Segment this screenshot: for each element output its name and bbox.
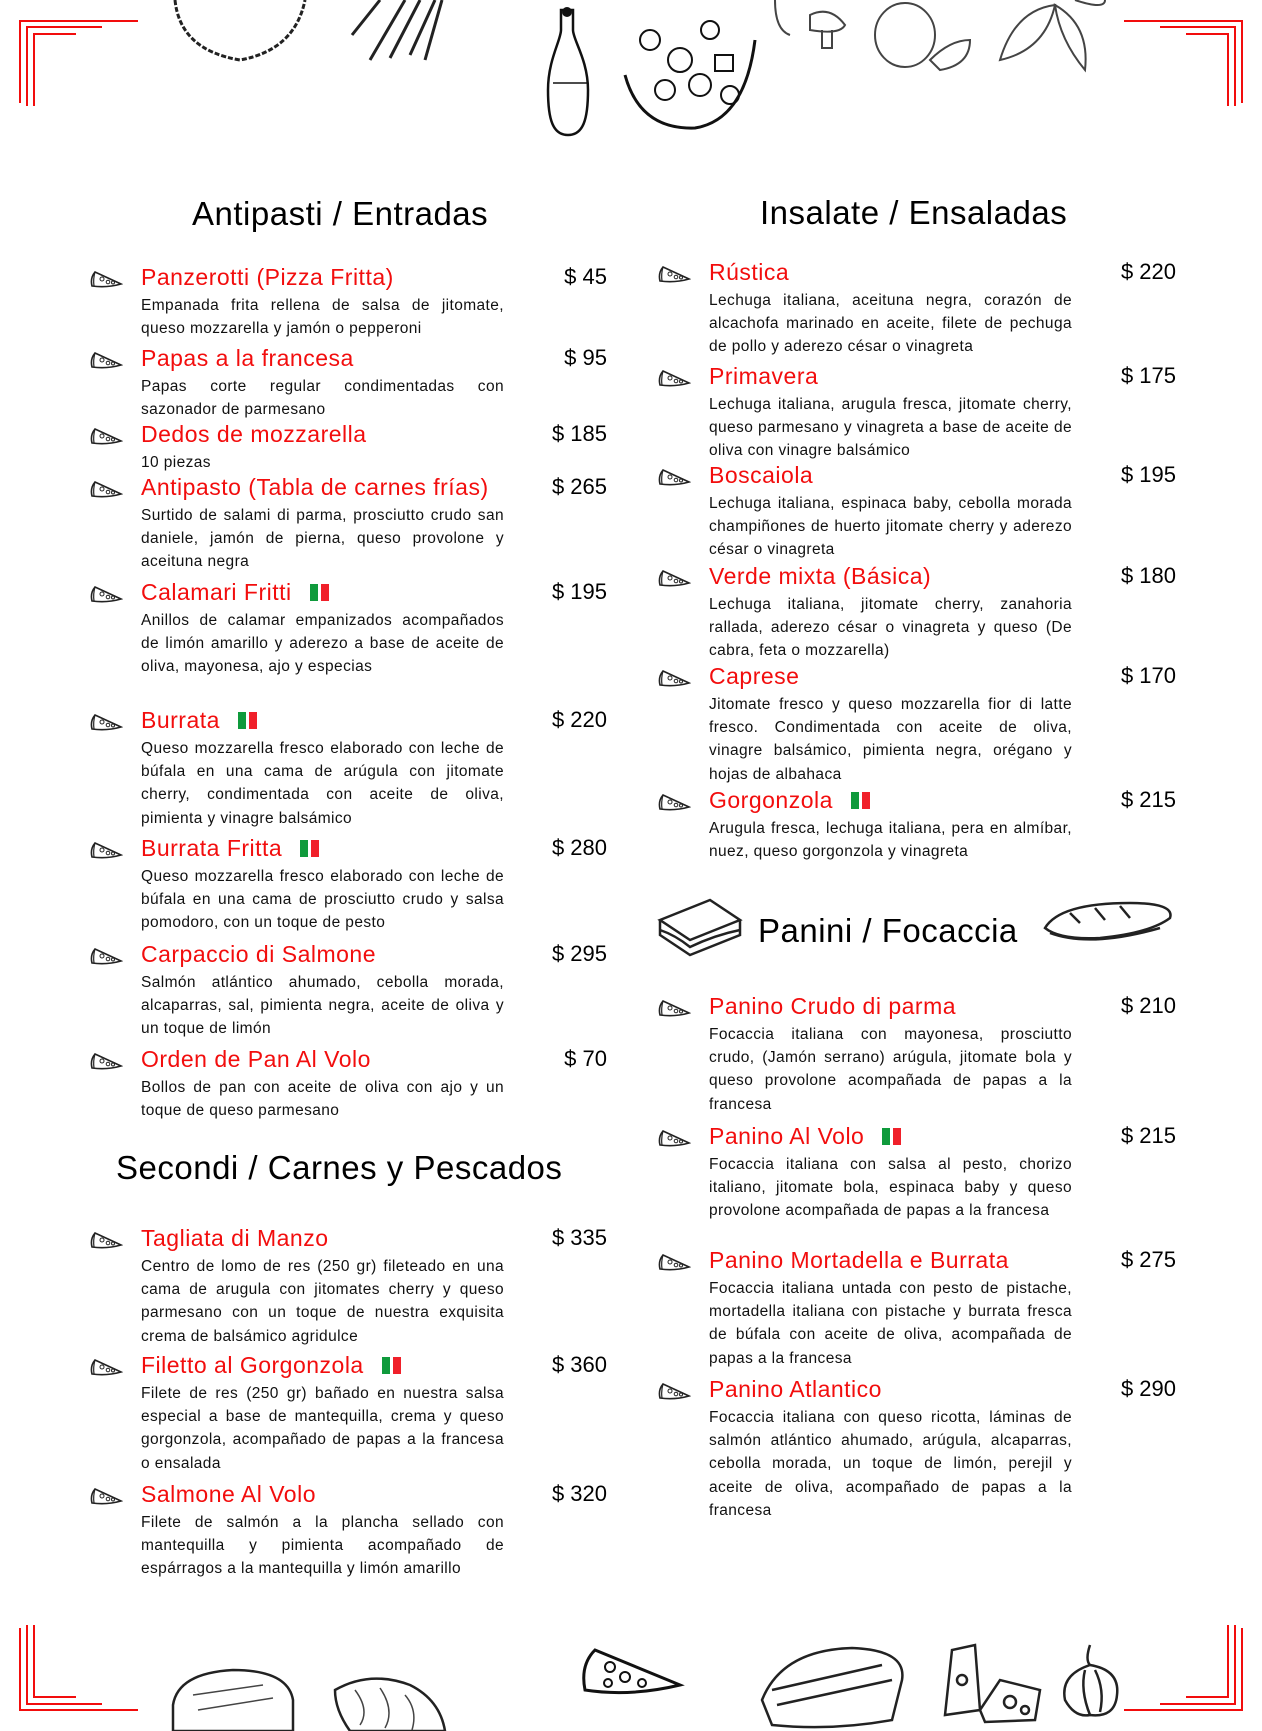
item-name: Tagliata di Manzo bbox=[141, 1225, 329, 1251]
item-price: $ 175 bbox=[1120, 363, 1176, 388]
item-description: Empanada frita rellena de salsa de jitomate, queso mozzarella y jamón o pepperoni bbox=[141, 297, 504, 338]
item-name-wrap bbox=[141, 941, 376, 968]
pizza-slice-icon bbox=[657, 793, 691, 811]
section-heading-panini: Panini / Focaccia bbox=[758, 912, 1018, 949]
item-price: $ 295 bbox=[551, 941, 607, 966]
item-description: Salmón atlántico ahumado, cebolla morada, alcaparras, sal, pimienta negra, aceite de oliva y un toque de limón bbox=[141, 974, 504, 1038]
item-description: Lechuga italiana, jitomate cherry, zanahoria rallada, aderezo césar o vinagreta y queso (De cabra, feta o mozzarella) bbox=[709, 596, 1072, 660]
item-name: Panino Crudo di parma bbox=[709, 993, 957, 1019]
item-price: $ 185 bbox=[551, 421, 607, 446]
salad-bowl-illustration bbox=[620, 0, 760, 135]
item-name-wrap bbox=[709, 787, 873, 815]
panini-illustration bbox=[752, 1640, 917, 1731]
pizza-slice-icon bbox=[89, 480, 123, 498]
item-description: Filete de res (250 gr) bañado en nuestra salsa especial a base de mantequilla, crema y queso gorgonzola, acompañado de papas a la francesa o ensalada bbox=[141, 1385, 504, 1472]
item-description: Bollos de pan con aceite de oliva con ajo y un toque de queso parmesano bbox=[141, 1079, 504, 1120]
empanada-illustration bbox=[170, 0, 315, 65]
pizza-slice-icon bbox=[89, 947, 123, 965]
item-name: Primavera bbox=[709, 363, 819, 389]
item-description: Papas corte regular condimentadas con sazonador de parmesano bbox=[141, 378, 504, 419]
item-name: Papas a la francesa bbox=[141, 345, 354, 371]
item-name: Panzerotti (Pizza Fritta) bbox=[141, 264, 394, 290]
item-name: Rústica bbox=[709, 259, 790, 285]
italian-flag-icon bbox=[882, 1124, 904, 1151]
item-price: $ 70 bbox=[564, 1046, 607, 1071]
item-name: Panino Mortadella e Burrata bbox=[709, 1247, 1009, 1273]
corner-ornament-top-right bbox=[1114, 18, 1244, 108]
item-price: $ 195 bbox=[551, 579, 607, 604]
pizza-slice-icon bbox=[89, 270, 123, 288]
item-name: Panino Atlantico bbox=[709, 1376, 882, 1402]
corner-ornament-top-left bbox=[18, 18, 148, 108]
item-description: Focaccia italiana con salsa al pesto, chorizo italiano, jitomate bola, espinaca baby y queso provolone acompañada de papas a la francesa bbox=[709, 1156, 1072, 1220]
corner-ornament-bottom-left bbox=[18, 1623, 148, 1713]
item-name: Verde mixta (Básica) bbox=[709, 563, 932, 589]
item-name-wrap bbox=[141, 1352, 404, 1380]
item-price: $ 320 bbox=[551, 1481, 607, 1506]
pizza-slice-icon bbox=[657, 468, 691, 486]
italian-flag-icon bbox=[382, 1353, 404, 1380]
tomato-illustration bbox=[870, 0, 980, 75]
olive-oil-bottle-illustration bbox=[533, 5, 603, 140]
item-name: Boscaiola bbox=[709, 462, 814, 488]
item-price: $ 45 bbox=[564, 264, 607, 289]
item-name-wrap bbox=[141, 1225, 329, 1252]
item-price: $ 360 bbox=[551, 1352, 607, 1377]
cheese-illustration bbox=[940, 1640, 1045, 1725]
item-name-wrap bbox=[141, 421, 367, 448]
salmon-fillet-illustration bbox=[330, 1670, 450, 1731]
italian-flag-icon bbox=[310, 580, 332, 607]
item-description: Arugula fresca, lechuga italiana, pera en almíbar, nuez, queso gorgonzola y vinagreta bbox=[709, 820, 1072, 861]
item-name: Caprese bbox=[709, 663, 800, 689]
item-name-wrap bbox=[141, 835, 322, 863]
item-description: Filete de salmón a la plancha sellado con mantequilla y pimienta acompañado de espárragos a la mantequilla y limón amarillo bbox=[141, 1514, 504, 1578]
item-name: Burrata bbox=[141, 707, 220, 733]
item-name: Dedos de mozzarella bbox=[141, 421, 367, 447]
item-price: $ 335 bbox=[551, 1225, 607, 1250]
item-price: $ 290 bbox=[1120, 1376, 1176, 1401]
item-name-wrap bbox=[141, 1046, 371, 1073]
item-name-wrap bbox=[141, 264, 394, 291]
baguette-sandwich-illustration bbox=[1040, 898, 1180, 953]
item-description: Lechuga italiana, arugula fresca, jitomate cherry, queso parmesano y vinagreta a base de aceite de oliva con vinagre balsámico bbox=[709, 396, 1072, 460]
steak-illustration bbox=[168, 1665, 298, 1731]
item-description: Jitomate fresco y queso mozzarella fior di latte fresco. Condimentada con aceite de oliva, vinagre balsámico, pimienta negra, orégano y hojas de albahaca bbox=[709, 696, 1072, 783]
item-description: Focaccia italiana con mayonesa, prosciutto crudo, (Jamón serrano) arúgula, jitomate bola y queso provolone acompañada de papas a la francesa bbox=[709, 1026, 1072, 1113]
item-name: Calamari Fritti bbox=[141, 579, 292, 605]
item-name-wrap bbox=[709, 363, 818, 390]
item-price: $ 215 bbox=[1120, 1123, 1176, 1148]
item-name: Burrata Fritta bbox=[141, 835, 283, 861]
section-heading-insalate: Insalate / Ensaladas bbox=[760, 194, 1068, 231]
pizza-slice-icon bbox=[657, 669, 691, 687]
pizza-slice-illustration bbox=[580, 1645, 685, 1695]
item-name: Gorgonzola bbox=[709, 787, 833, 813]
pizza-slice-icon bbox=[89, 427, 123, 445]
pizza-slice-icon bbox=[657, 999, 691, 1017]
item-description: Focaccia italiana untada con pesto de pistache, mortadella italiana con pistache y burrata fresca de búfala con aceite de oliva, acompañada de papas a la francesa bbox=[709, 1280, 1072, 1367]
italian-flag-icon bbox=[300, 836, 322, 863]
item-price: $ 275 bbox=[1120, 1247, 1176, 1272]
item-price: $ 95 bbox=[564, 345, 607, 370]
pizza-slice-icon bbox=[89, 585, 123, 603]
corner-ornament-bottom-right bbox=[1114, 1623, 1244, 1713]
breadsticks-illustration bbox=[350, 0, 450, 65]
item-name-wrap bbox=[141, 345, 354, 372]
item-price: $ 170 bbox=[1120, 663, 1176, 688]
item-description: Queso mozzarella fresco elaborado con leche de búfala en una cama de prosciutto crudo y salsa pomodoro, con un toque de pesto bbox=[141, 868, 504, 932]
item-name-wrap bbox=[141, 1481, 316, 1508]
item-description: Lechuga italiana, espinaca baby, cebolla morada champiñones de huerto jitomate cherry y aderezo césar o vinagreta bbox=[709, 495, 1072, 559]
item-name-wrap bbox=[709, 563, 931, 590]
italian-flag-icon bbox=[851, 788, 873, 815]
pizza-slice-icon bbox=[89, 1487, 123, 1505]
item-price: $ 280 bbox=[551, 835, 607, 860]
item-name-wrap bbox=[141, 474, 489, 501]
item-name-wrap bbox=[709, 1376, 882, 1403]
item-description: Surtido de salami di parma, prosciutto crudo san daniele, jamón de pierna, queso provolone y aceituna negra bbox=[141, 507, 504, 571]
item-description: Centro de lomo de res (250 gr) fileteado en una cama de arugula con jitomates cherry y queso parmesano con un toque de nuestra exquisita crema de balsámico agridulce bbox=[141, 1258, 504, 1345]
item-description: Lechuga italiana, aceituna negra, corazón de alcachofa marinado en aceite, filete de pechuga de pollo y aderezo césar o vinagreta bbox=[709, 292, 1072, 356]
item-price: $ 265 bbox=[551, 474, 607, 499]
pizza-slice-icon bbox=[89, 1052, 123, 1070]
pizza-slice-icon bbox=[657, 1382, 691, 1400]
section-heading-antipasti: Antipasti / Entradas bbox=[192, 195, 489, 232]
pizza-slice-icon bbox=[89, 351, 123, 369]
item-name-wrap bbox=[709, 462, 813, 489]
pizza-slice-icon bbox=[89, 1231, 123, 1249]
item-name-wrap bbox=[141, 579, 332, 607]
pizza-slice-icon bbox=[657, 1129, 691, 1147]
item-name: Carpaccio di Salmone bbox=[141, 941, 377, 967]
pizza-slice-icon bbox=[89, 1358, 123, 1376]
item-description: Queso mozzarella fresco elaborado con leche de búfala en una cama de arúgula con jitomate cherry, condimentada con aceite de oliva, pimienta y vinagre balsámico bbox=[141, 740, 504, 827]
item-price: $ 180 bbox=[1120, 563, 1176, 588]
item-price: $ 195 bbox=[1120, 462, 1176, 487]
item-name: Orden de Pan Al Volo bbox=[141, 1046, 371, 1072]
basil-leaves-illustration bbox=[995, 0, 1110, 75]
item-name-wrap bbox=[709, 993, 956, 1020]
item-name: Panino Al Volo bbox=[709, 1123, 865, 1149]
garlic-illustration bbox=[1055, 1640, 1125, 1720]
item-price: $ 220 bbox=[551, 707, 607, 732]
item-description: Focaccia italiana con queso ricotta, láminas de salmón atlántico ahumado, arúgula, alcaparras, cebolla morada, un toque de limón, perejil y aceite de oliva, acompañado de papas a la francesa bbox=[709, 1409, 1072, 1519]
section-heading-secondi: Secondi / Carnes y Pescados bbox=[116, 1149, 563, 1186]
italian-flag-icon bbox=[238, 708, 260, 735]
pizza-slice-icon bbox=[657, 369, 691, 387]
item-name-wrap bbox=[709, 663, 799, 690]
item-name-wrap bbox=[709, 1247, 1009, 1274]
pizza-slice-icon bbox=[657, 265, 691, 283]
item-price: $ 215 bbox=[1120, 787, 1176, 812]
sandwich-illustration bbox=[655, 895, 745, 965]
item-name: Antipasto (Tabla de carnes frías) bbox=[141, 474, 489, 500]
item-name-wrap bbox=[709, 1123, 904, 1151]
item-name-wrap bbox=[141, 707, 260, 735]
pizza-slice-icon bbox=[89, 713, 123, 731]
item-name: Salmone Al Volo bbox=[141, 1481, 317, 1507]
pizza-slice-icon bbox=[657, 1253, 691, 1271]
pizza-slice-icon bbox=[657, 569, 691, 587]
item-price: $ 220 bbox=[1120, 259, 1176, 284]
mushrooms-illustration bbox=[770, 0, 850, 55]
item-description: 10 piezas bbox=[141, 454, 211, 471]
item-name-wrap bbox=[709, 259, 789, 286]
item-price: $ 210 bbox=[1120, 993, 1176, 1018]
pizza-slice-icon bbox=[89, 841, 123, 859]
item-description: Anillos de calamar empanizados acompañados de limón amarillo y aderezo a base de aceite de oliva, mayonesa, ajo y especias bbox=[141, 612, 504, 676]
item-name: Filetto al Gorgonzola bbox=[141, 1352, 364, 1378]
